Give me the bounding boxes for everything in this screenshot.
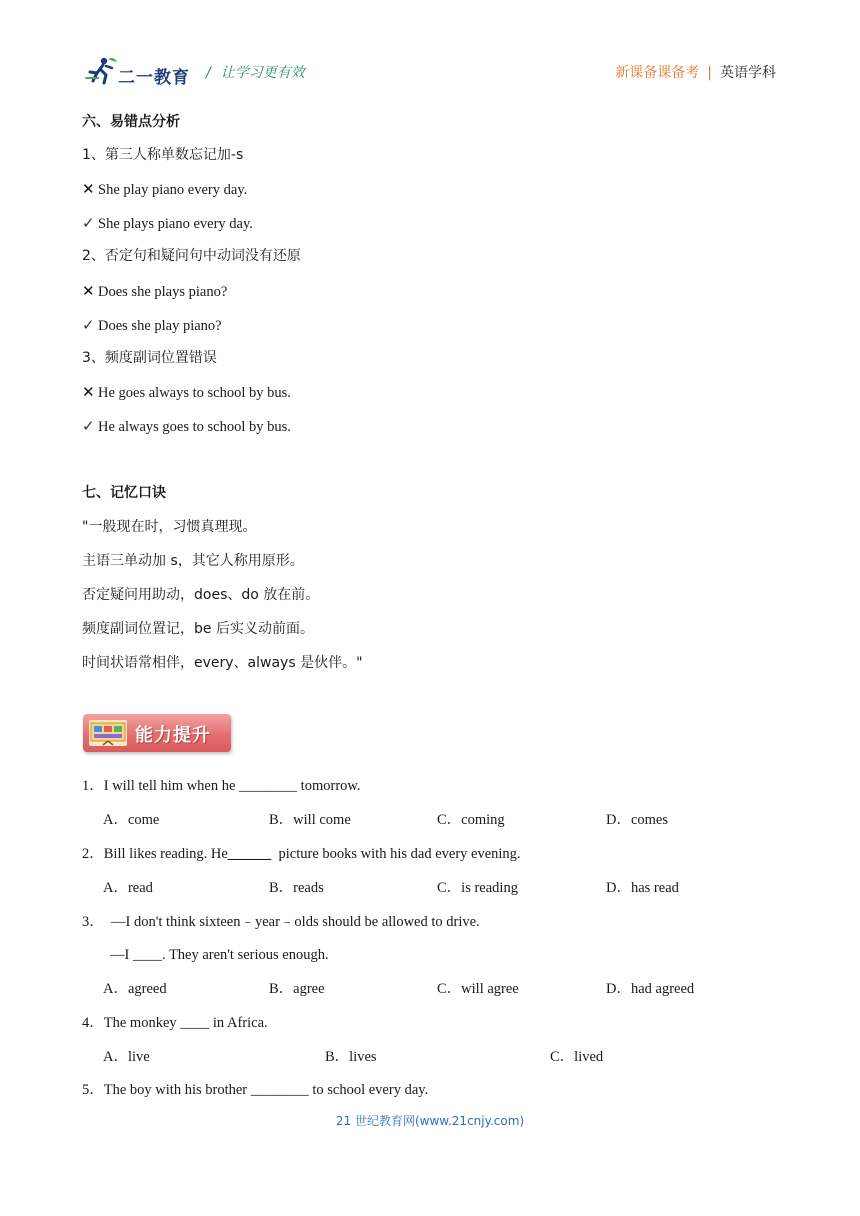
header-subject-label: 英语学科 xyxy=(720,65,776,81)
mistake-rule-1: 1、第三人称单数忘记加-s xyxy=(82,147,244,163)
wrong-example-2 xyxy=(82,281,227,302)
right-sentence: She plays piano every day. xyxy=(98,216,253,232)
header-subject xyxy=(615,62,776,82)
right-sentence: He always goes to school by bus. xyxy=(98,419,291,435)
question-2-option-b: B．reads xyxy=(269,880,324,896)
question-1-option-d: D．comes xyxy=(606,812,669,828)
mnemonic-line: 时间状语常相伴，every、always 是伙伴。" xyxy=(82,655,363,671)
presentation-board-icon xyxy=(89,720,127,746)
question-3-stem: 3． —I don't think sixteen﹣year﹣olds should be allowed to drive. xyxy=(82,914,480,930)
mistake-rule-3: 3、频度副词位置错误 xyxy=(82,350,217,366)
slogan xyxy=(206,62,305,82)
right-example-2 xyxy=(82,315,222,336)
mistake-rule-2: 2、否定句和疑问句中动词没有还原 xyxy=(82,248,301,264)
question-3-option-a: A．agreed xyxy=(103,981,167,997)
question-1-option-c: C．coming xyxy=(437,812,505,828)
header-course-label: 新课备课备考 xyxy=(615,65,700,81)
mnemonic-line: 主语三单动加 s，其它人称用原形。 xyxy=(82,553,304,569)
slogan-text: 让学习更有效 xyxy=(220,65,305,81)
question-2-stem xyxy=(82,844,521,864)
check-icon: ✓ xyxy=(82,316,95,334)
wrong-sentence: She play piano every day. xyxy=(98,182,248,198)
mnemonic-line: 否定疑问用助动，does、do 放在前。 xyxy=(82,587,320,603)
mnemonic-line: 频度副词位置记，be 后实义动前面。 xyxy=(82,621,314,637)
wrong-sentence: Does she plays piano? xyxy=(98,284,228,300)
mnemonic-line: "一般现在时，习惯真理现。 xyxy=(82,519,257,535)
running-man-icon xyxy=(84,56,118,86)
question-2-option-d: D．has read xyxy=(606,880,679,896)
right-sentence: Does she play piano? xyxy=(98,318,222,334)
cross-icon: ✕ xyxy=(82,383,95,401)
question-2-option-a: A．read xyxy=(103,880,153,896)
question-3-option-b: B．agree xyxy=(269,981,325,997)
question-2-stem-start: 2．Bill likes reading. He xyxy=(82,846,228,862)
question-2-option-c: C．is reading xyxy=(437,880,518,896)
question-1-option-a: A．come xyxy=(103,812,160,828)
question-5-stem: 5．The boy with his brother ________ to school every day. xyxy=(82,1082,429,1098)
wrong-example-3 xyxy=(82,382,291,403)
question-4-option-a: A．live xyxy=(103,1049,150,1065)
question-4-option-c: C．lived xyxy=(550,1049,604,1065)
ability-banner xyxy=(83,714,231,752)
right-example-3 xyxy=(82,416,291,437)
question-3-option-d: D．had agreed xyxy=(606,981,695,997)
logo-text: 二一教育 xyxy=(118,68,190,87)
section-title-mnemonic: 七、记忆口诀 xyxy=(82,485,166,501)
cross-icon: ✕ xyxy=(82,282,95,300)
question-4-option-b: B．lives xyxy=(325,1049,377,1065)
question-2-blank: ______ xyxy=(227,846,272,862)
header-divider: | xyxy=(707,65,712,81)
question-2-stem-end: picture books with his dad every evening. xyxy=(271,846,521,862)
banner-label: 能力提升 xyxy=(135,725,211,746)
question-1-option-b: B．will come xyxy=(269,812,351,828)
page-footer: 21 世纪教育网(www.21cnjy.com) xyxy=(335,1114,525,1128)
check-icon: ✓ xyxy=(82,214,95,232)
right-example-1 xyxy=(82,213,253,234)
slogan-separator: / xyxy=(206,65,211,81)
page-header xyxy=(84,54,776,90)
question-4-stem: 4．The monkey ____ in Africa. xyxy=(82,1015,268,1031)
wrong-example-1 xyxy=(82,179,247,200)
question-3-option-c: C．will agree xyxy=(437,981,519,997)
section-title-mistakes: 六、易错点分析 xyxy=(82,114,180,130)
wrong-sentence: He goes always to school by bus. xyxy=(98,385,291,401)
check-icon: ✓ xyxy=(82,417,95,435)
cross-icon: ✕ xyxy=(82,180,95,198)
logo xyxy=(84,56,194,88)
question-3-stem-reply: —I ____. They aren't serious enough. xyxy=(110,947,329,963)
question-1-stem: 1．I will tell him when he ________ tomorrow. xyxy=(82,778,361,794)
